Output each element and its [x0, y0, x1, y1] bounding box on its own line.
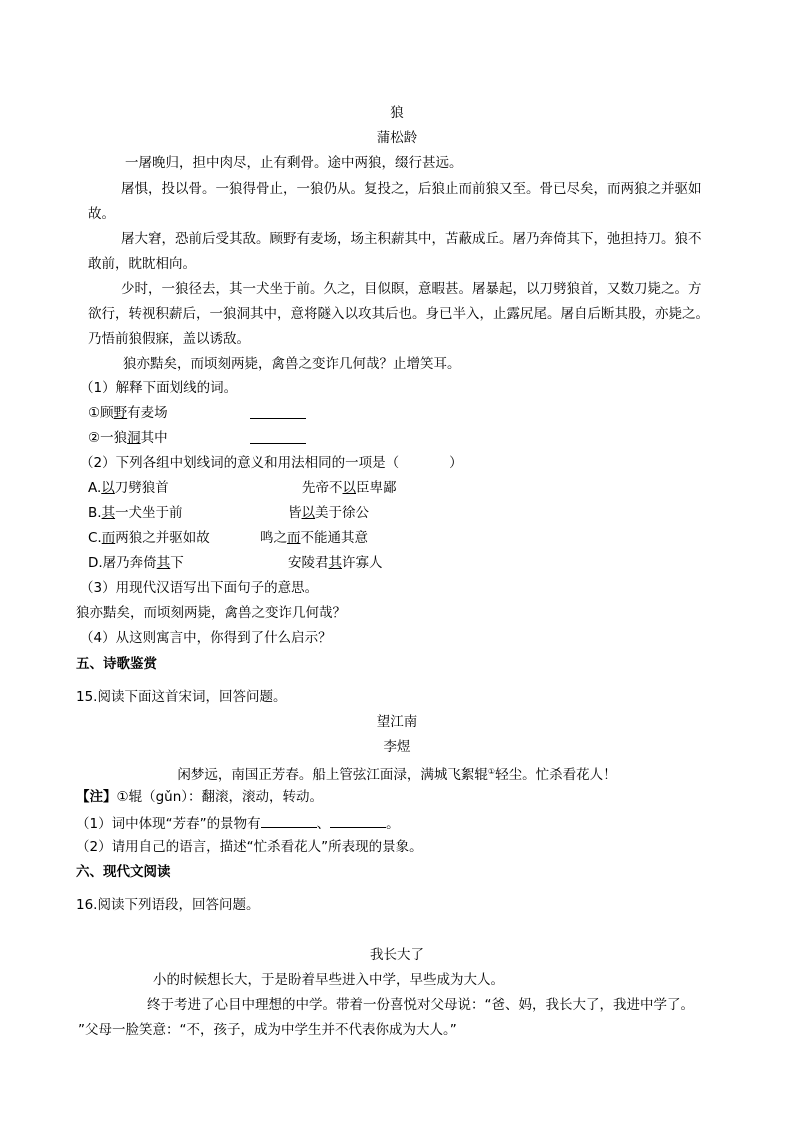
underlined-word: 其: [101, 505, 116, 521]
option-text: 先帝不: [302, 480, 343, 496]
underlined-word: 而: [101, 530, 116, 546]
option-text: 美于徐公: [315, 505, 369, 521]
essay-paragraph-2-line-1: 终于考进了心目中理想的中学。带着一份喜悦对父母说：“爸、妈，我长大了，我进中学了。: [147, 997, 694, 1013]
underlined-word: 野: [113, 405, 128, 421]
item-number: ②: [88, 430, 101, 446]
option-text: 两狼之并驱如故: [115, 530, 210, 546]
option-text: A.: [88, 480, 102, 496]
option-c-left: [88, 529, 210, 547]
essay-paragraph-2-line-2: ”父母一脸笑意：“不，孩子，成为中学生并不代表你成为大人。”: [78, 1022, 457, 1038]
answer-blank[interactable]: [261, 813, 317, 828]
poem-paragraph-4-line-2: 欲行，转视积薪后，一狼洞其中，意将隧入以攻其后也。身已半入，止露尻尾。屠自后断其股，亦毙之。: [88, 306, 709, 322]
poem-title: 狼: [390, 105, 404, 121]
answer-blank-2[interactable]: [250, 429, 306, 449]
option-text: D.屠乃奔倚: [88, 555, 157, 571]
poem-paragraph-2-line-1: 屠惧，投以骨。一狼得骨止，一狼仍从。复投之，后狼止而前狼又至。骨已尽矣，而两狼之并驱如: [121, 181, 702, 197]
underlined-word: 以: [342, 480, 356, 496]
option-text: 下: [170, 555, 184, 571]
option-text: 不能通其意: [300, 530, 368, 546]
period: 。: [386, 816, 400, 832]
poem-paragraph-4-line-1: 少时，一狼径去，其一犬坐于前。久之，目似瞑，意暇甚。屠暴起，以刀劈狼首，又数刀毙之。方: [121, 281, 702, 297]
essay-paragraph-1: 小的时候想长大，于是盼着早些进入中学，早些成为大人。: [153, 972, 504, 988]
question-1-item-1: [88, 404, 168, 422]
ci-question-1: [76, 813, 400, 833]
question-3-sentence: 狼亦黠矣，而顷刻两毙，禽兽之变诈几何哉？: [76, 605, 346, 621]
option-text: 刀劈狼首: [114, 480, 169, 496]
option-text: 一犬坐于前: [115, 505, 183, 521]
option-a-right: [302, 479, 397, 497]
option-text: 鸣之: [260, 530, 287, 546]
question-4-prompt: （4）从这则寓言中，你得到了什么启示？: [80, 630, 332, 646]
question-1-item-2: [88, 429, 168, 447]
prompt-close: ）: [449, 455, 463, 471]
poem-author: 蒲松龄: [376, 130, 418, 146]
question-text: （1）词中体现“芳春”的景物有: [76, 816, 261, 832]
item-text: 顾: [100, 405, 114, 421]
question-1-prompt: （1）解释下面划线的词。: [80, 380, 238, 396]
option-a-left: [88, 479, 169, 497]
question-15-prompt: 15.阅读下面这首宋词，回答问题。: [76, 689, 287, 705]
ci-note: [76, 788, 323, 806]
poem-paragraph-1: 一屠晚归，担中肉尽，止有剩骨。途中两狼，缀行甚远。: [125, 155, 463, 171]
option-text: 安陵君: [288, 555, 329, 571]
section-5-heading: 五、诗歌鉴赏: [76, 656, 157, 672]
option-d-left: [88, 554, 184, 572]
option-text: C.: [88, 530, 102, 546]
poem-paragraph-5: 狼亦黠矣，而顷刻两毙，禽兽之变诈几何哉？止增笑耳。: [123, 356, 461, 372]
poem-paragraph-2-line-2: 故。: [88, 206, 115, 222]
item-text: 有麦场: [127, 405, 168, 421]
underlined-word: 以: [101, 480, 115, 496]
separator: 、: [316, 816, 331, 832]
poem-paragraph-4-line-3: 乃悟前狼假寐，盖以诱敌。: [88, 331, 250, 347]
essay-title: 我长大了: [370, 947, 424, 963]
option-b-right: [288, 504, 369, 522]
footnote-marker: ①: [487, 767, 496, 776]
underlined-word: 以: [301, 505, 315, 521]
ci-author: 李煜: [383, 739, 411, 755]
note-label: 【注】: [76, 789, 117, 805]
underlined-word: 而: [287, 530, 301, 546]
verse-text: 轻尘。忙杀看花人！: [495, 767, 617, 783]
blank-line[interactable]: [250, 404, 306, 419]
question-3-prompt: （3）用现代汉语写出下面句子的意思。: [80, 580, 319, 596]
section-6-heading: 六、现代文阅读: [76, 864, 171, 880]
option-d-right: [288, 554, 383, 572]
underlined-word: 洞: [127, 430, 141, 446]
underlined-word: 其: [156, 555, 171, 571]
ci-question-2: （2）请用自己的语言，描述“忙杀看花人”所表现的景象。: [76, 839, 423, 855]
underlined-word: 其: [328, 555, 342, 571]
item-text: 其中: [140, 430, 168, 446]
option-b-left: [88, 504, 183, 522]
poem-paragraph-3-line-1: 屠大窘，恐前后受其敌。顾野有麦场，场主积薪其中，苫蔽成丘。屠乃奔倚其下，弛担持刀。狼不: [121, 231, 702, 247]
item-number: ①: [88, 405, 101, 421]
option-text: B.: [88, 505, 102, 521]
item-text: 一狼: [100, 430, 128, 446]
prompt-text: （2）下列各组中划线词的意义和用法相同的一项是（: [80, 455, 400, 471]
option-text: 许寡人: [342, 555, 383, 571]
option-text: 皆: [288, 505, 302, 521]
question-16-prompt: 16.阅读下列语段，回答问题。: [76, 897, 260, 913]
ci-verse: [0, 763, 794, 784]
note-text: ①辊（gǔn）：翻滚，滚动，转动。: [116, 789, 324, 805]
blank-line[interactable]: [250, 429, 306, 444]
poem-paragraph-3-line-2: 敢前，眈眈相向。: [88, 256, 196, 272]
question-2-prompt: [80, 454, 463, 472]
answer-blank-1[interactable]: [250, 404, 306, 424]
option-text: 臣卑鄙: [356, 480, 397, 496]
verse-text: 闲梦远，南国正芳春。船上管弦江面渌，满城飞絮辊: [177, 767, 488, 783]
option-c-right: [260, 529, 368, 547]
answer-blank[interactable]: [330, 813, 386, 828]
ci-title: 望江南: [376, 714, 418, 730]
